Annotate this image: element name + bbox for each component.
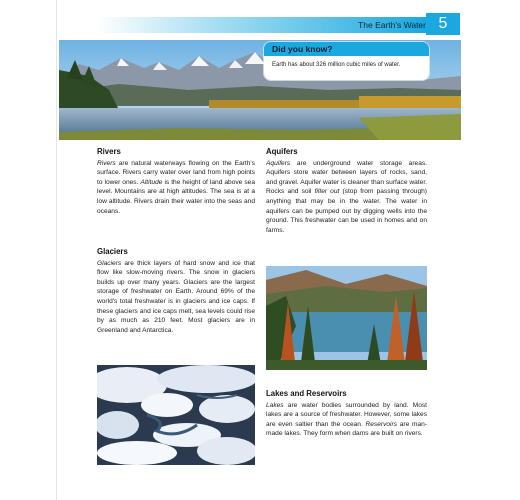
glacier-photo [97, 365, 255, 465]
rivers-term: Rivers [97, 159, 116, 167]
filter-out-term: filter out [314, 188, 340, 196]
rivers-section [97, 147, 255, 216]
aquifers-section [266, 147, 427, 235]
rivers-heading: Rivers [97, 147, 121, 156]
lakes-section [266, 389, 427, 439]
glaciers-paragraph [97, 259, 255, 336]
aquifers-text-1: are underground water storage areas. Aquifers store water between layers of rocks, sand, and gravel. Aquifer water is cleaner than surface water. Rocks and soil [266, 159, 427, 196]
reservoirs-term: Reservoirs [365, 420, 398, 428]
aquifers-paragraph [266, 159, 427, 236]
rivers-paragraph [97, 159, 255, 217]
glaciers-heading: Glaciers [97, 247, 128, 256]
section-title: The Earth's Water [358, 20, 426, 30]
aquifers-term: Aquifers [266, 159, 291, 167]
glaciers-text: are thick layers of hard snow and ice that flow like slow-moving rivers. The snow in glaciers builds up over many years. Glaciers are the largest storage of freshwater on Earth. Around 69% of the world's total freshwater is in glaciers and ice caps. If these glaciers and ice caps melt, sea levels could rise by as much as 210 feet. Most glaciers are in Greenland and Antarctica. [97, 259, 255, 334]
did-you-know-title: Did you know? [264, 42, 429, 56]
page-gutter-line [56, 0, 57, 500]
aquifers-heading: Aquifers [266, 147, 298, 156]
page-number: 5 [426, 13, 460, 35]
rivers-text-1: are natural waterways flowing on the Earth's surface. Rivers carry water over land from high points to lower ones. [97, 159, 255, 186]
lakes-heading: Lakes and Reservoirs [266, 389, 347, 398]
glaciers-section [97, 247, 255, 335]
rivers-text-2: is the height of land above sea level. Mountains are at high altitudes. The sea is at a low altitude. Rivers drain their water into the seas and oceans. [97, 178, 255, 215]
lakes-text-2: are man-made lakes. They form when dams are built on rivers. [266, 420, 427, 438]
lake-photo [266, 266, 427, 370]
glaciers-term: Glaciers [97, 259, 122, 267]
altitude-term: Altitude [140, 178, 163, 186]
lakes-term: Lakes [266, 401, 284, 409]
lakes-text-1: are water bodies surrounded by land. Most lakes are a source of freshwater. However, some lakes are even saltier than the ocean. [266, 401, 427, 428]
did-you-know-box [264, 42, 429, 80]
lakes-paragraph [266, 401, 427, 439]
aquifers-text-2: (stop from passing through) anything that may be in the water. The water in aquifers can be pumped out by digging wells into the ground. This freshwater can be used in homes and on farms. [266, 188, 427, 234]
did-you-know-text: Earth has about 326 million cubic miles of water. [264, 56, 429, 80]
